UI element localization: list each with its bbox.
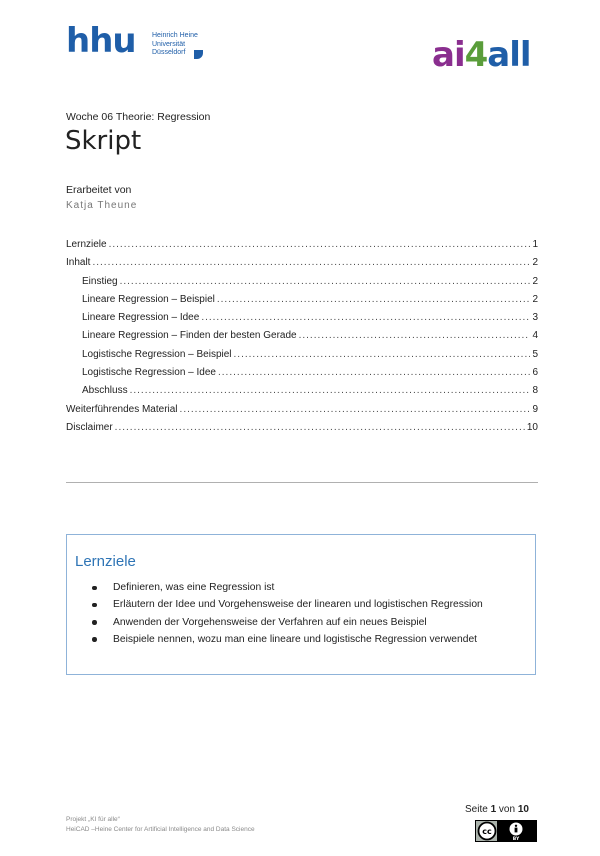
- toc-entry[interactable]: [66, 327, 538, 345]
- toc-entry[interactable]: [66, 291, 538, 309]
- cc-by-license-badge: [475, 820, 537, 842]
- divider: [66, 482, 538, 483]
- toc-entry[interactable]: [66, 364, 538, 382]
- toc-entry[interactable]: [66, 382, 538, 400]
- toc-entry[interactable]: [66, 309, 538, 327]
- ai4all-logo: [432, 30, 547, 74]
- toc-leader: [120, 273, 531, 291]
- hhu-wordmark: hhu: [66, 21, 136, 61]
- ai4all-logo-text: ai4all: [432, 35, 531, 74]
- toc-entry-title: Logistische Regression – Beispiel: [82, 348, 232, 360]
- hhu-logo-mark: [194, 50, 203, 59]
- hhu-line-2: Universität: [152, 40, 186, 48]
- toc-leader: [92, 254, 530, 272]
- toc-entry-page: 2: [532, 275, 538, 287]
- toc-entry-title: Lernziele: [66, 239, 107, 250]
- toc-entry-title: Lineare Regression – Beispiel: [82, 293, 215, 305]
- page-current: 1: [490, 804, 497, 815]
- toc-entry-page: 8: [532, 385, 538, 397]
- toc-leader: [234, 346, 531, 364]
- toc-entry-page: 6: [532, 367, 538, 379]
- toc-entry[interactable]: [66, 236, 538, 254]
- page-number: [465, 804, 529, 815]
- learning-goals-list: [67, 579, 483, 648]
- toc-leader: [180, 401, 531, 419]
- toc-entry-page: 10: [526, 421, 538, 433]
- toc-entry-page: 5: [532, 348, 538, 360]
- toc-entry[interactable]: [66, 254, 538, 272]
- toc-entry[interactable]: [66, 346, 538, 364]
- toc-entry-page: 2: [532, 293, 538, 305]
- author-label: Erarbeitet von: [66, 184, 132, 196]
- toc-leader: [130, 382, 531, 400]
- list-item: Beispiele nennen, wozu man eine lineare und logistische Regression verwendet: [113, 631, 483, 648]
- toc-entry-title: Abschluss: [82, 385, 128, 397]
- learning-goals-box: [66, 534, 536, 675]
- learning-goals-heading: Lernziele: [75, 553, 136, 570]
- by-label: BY: [512, 837, 520, 842]
- cc-label: cc: [482, 827, 492, 836]
- toc-entry-page: 4: [532, 330, 538, 342]
- page-title: Skript: [65, 126, 142, 156]
- toc-leader: [218, 364, 530, 382]
- list-item: Erläutern der Idee und Vorgehensweise der linearen und logistischen Regression: [113, 596, 483, 613]
- toc-entry-page: 9: [532, 403, 538, 415]
- week-label: Woche 06 Theorie: Regression: [66, 111, 211, 123]
- toc-entry[interactable]: [66, 273, 538, 291]
- page-total: 10: [517, 804, 529, 815]
- toc-entry[interactable]: [66, 401, 538, 419]
- author-name: Katja Theune: [66, 200, 138, 211]
- toc-leader: [109, 236, 531, 254]
- toc-entry-page: 2: [532, 257, 538, 269]
- toc-entry-page: 1: [532, 239, 538, 250]
- toc-leader: [201, 309, 530, 327]
- toc-entry-title: Einstieg: [82, 275, 118, 287]
- hhu-line-1: Heinrich Heine: [152, 32, 198, 39]
- toc-entry-title: Inhalt: [66, 257, 91, 269]
- hhu-subtitle: [152, 32, 198, 58]
- list-item: Anwenden der Vorgehensweise der Verfahren auf ein neues Beispiel: [113, 614, 483, 631]
- toc-entry-page: 3: [532, 312, 538, 324]
- toc-entry-title: Lineare Regression – Idee: [82, 312, 200, 324]
- hhu-logo: [66, 21, 226, 66]
- footer-center-name: HeiCAD –Heine Center for Artificial Intelligence and Data Science: [66, 826, 255, 833]
- page-separator: von: [498, 804, 516, 815]
- toc-entry-title: Logistische Regression – Idee: [82, 367, 216, 379]
- toc-entry-title: Weiterführendes Material: [66, 403, 178, 415]
- toc-leader: [217, 291, 531, 309]
- toc-entry[interactable]: [66, 419, 538, 437]
- toc-leader: [299, 327, 531, 345]
- toc-leader: [115, 419, 525, 437]
- list-item: Definieren, was eine Regression ist: [113, 579, 483, 596]
- toc-entry-title: Lineare Regression – Finden der besten Gerade: [82, 330, 297, 342]
- footer-project: [66, 815, 255, 835]
- page-prefix: Seite: [465, 804, 488, 815]
- footer-project-name: Projekt „KI für alle“: [66, 816, 120, 823]
- table-of-contents: [66, 236, 538, 437]
- toc-entry-title: Disclaimer: [66, 421, 113, 433]
- hhu-line-3: Düsseldorf: [152, 49, 186, 56]
